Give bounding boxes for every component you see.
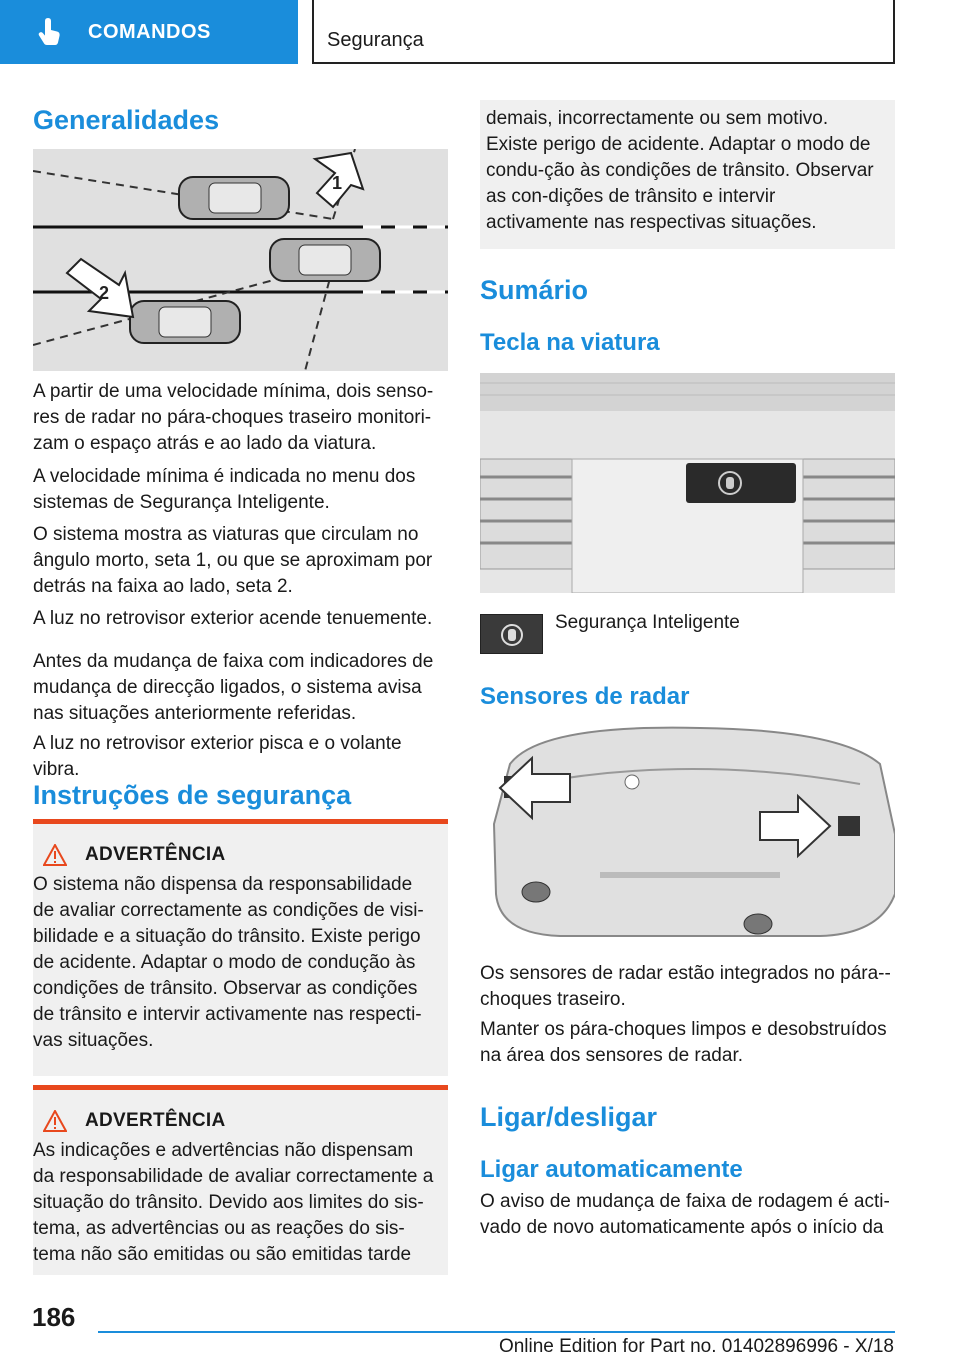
car-middle: [270, 239, 380, 281]
section-title-summary: Sumário: [480, 275, 589, 305]
lane-diagram: [33, 149, 448, 371]
warning-title: ADVERTÊNCIA: [85, 1110, 226, 1131]
hand-pointer-icon: [34, 17, 64, 47]
para-mirror-light: A luz no retrovisor exterior acende tenuemente.: [33, 608, 433, 629]
para-mirror-flash: A luz no retrovisor exterior pisca e o volante vibra.: [33, 733, 402, 780]
warning-box-1: [33, 819, 448, 1076]
section-header: [312, 0, 895, 64]
console-illustration: [480, 373, 895, 593]
para-auto-activation: O aviso de mudança de faixa de rodagem é acti-vado de novo automaticamente após o início da: [480, 1191, 890, 1238]
rear-bumper-illustration: [480, 724, 895, 946]
footer-divider: [98, 1331, 895, 1333]
para-radar-sensors: A partir de uma velocidade mínima, dois senso-res de radar no pára-choques traseiro monitori-zam o espaço atrás e ao lado da viatura.: [33, 381, 434, 454]
para-sensors-integrated: Os sensores de radar estão integrados no pára--choques traseiro.: [480, 963, 891, 1010]
warning-text: As indicações e advertências não dispensam da responsabilidade de avaliar correctamente a situação do trânsito. Devido aos limites do sis-tema, as advertências ou as reações do sis-tema não são emitidas ou são emitidas tarde: [33, 1140, 434, 1265]
warning-box-2: [33, 1085, 448, 1275]
chapter-label: COMANDOS: [88, 20, 211, 43]
para-min-speed: A velocidade mínima é indicada no menu dos sistemas de Segurança Inteligente.: [33, 466, 416, 513]
warning-title: ADVERTÊNCIA: [85, 844, 226, 865]
para-lane-change: Antes da mudança de faixa com indicadores de mudança de direcção ligados, o sistema avisa nas situações anteriormente referidas.: [33, 651, 434, 724]
dashboard-button-image: [480, 373, 895, 593]
subsection-title-auto: Ligar automaticamente: [480, 1156, 743, 1183]
air-vent-right: [803, 459, 895, 569]
blind-spot-illustration: [33, 149, 448, 371]
subsection-title-button: Tecla na viatura: [480, 329, 660, 356]
car-top: [179, 177, 289, 219]
arrow-2-label: 2: [99, 283, 110, 303]
intelligent-safety-icon: [481, 615, 544, 655]
section-title-safety: Instruções de segurança: [33, 780, 352, 810]
edition-text: Online Edition for Part no. 01402896996 - X/18: [498, 1336, 894, 1357]
chapter-tab[interactable]: [0, 0, 298, 64]
warning-triangle-icon: [43, 844, 67, 866]
section-title-onoff: Ligar/desligar: [480, 1102, 658, 1132]
page-number: 186: [32, 1302, 76, 1332]
rear-bumper-image: [480, 724, 895, 946]
para-keep-clean: Manter os pára-choques limpos e desobstruídos na área dos sensores de radar.: [480, 1019, 887, 1066]
para-blind-spot: O sistema mostra as viaturas que circulam no ângulo morto, seta 1, ou que se aproximam por detrás na faixa ao lado, seta 2.: [33, 524, 433, 597]
section-label: Segurança: [327, 29, 424, 51]
warning-text: O sistema não dispensa da responsabilidade de avaliar correctamente as condições de visi-bilidade e a situação do trânsito. Existe perigo de acidente. Adaptar o modo de condução às condições de trânsito. Observar as condições de trânsito e intervir activamente nas respecti-vas situações.: [33, 874, 424, 1051]
warning-triangle-icon: [43, 1110, 67, 1132]
warning-continuation: [480, 100, 895, 249]
subsection-title-sensors: Sensores de radar: [480, 683, 690, 710]
car-bottom: [130, 301, 240, 343]
safety-button-thumbnail: [480, 614, 543, 654]
section-title-generalidades: Generalidades: [33, 105, 220, 135]
arrow-1-label: 1: [332, 173, 343, 193]
warning-continuation-text: demais, incorrectamente ou sem motivo. Existe perigo de acidente. Adaptar o modo de condu-ção às condições de trânsito. Observar as con-dições de trânsito e intervir activamente nas respectivas situações.: [486, 108, 874, 233]
safety-button-label: Segurança Inteligente: [555, 612, 740, 633]
air-vent-left: [480, 459, 572, 569]
